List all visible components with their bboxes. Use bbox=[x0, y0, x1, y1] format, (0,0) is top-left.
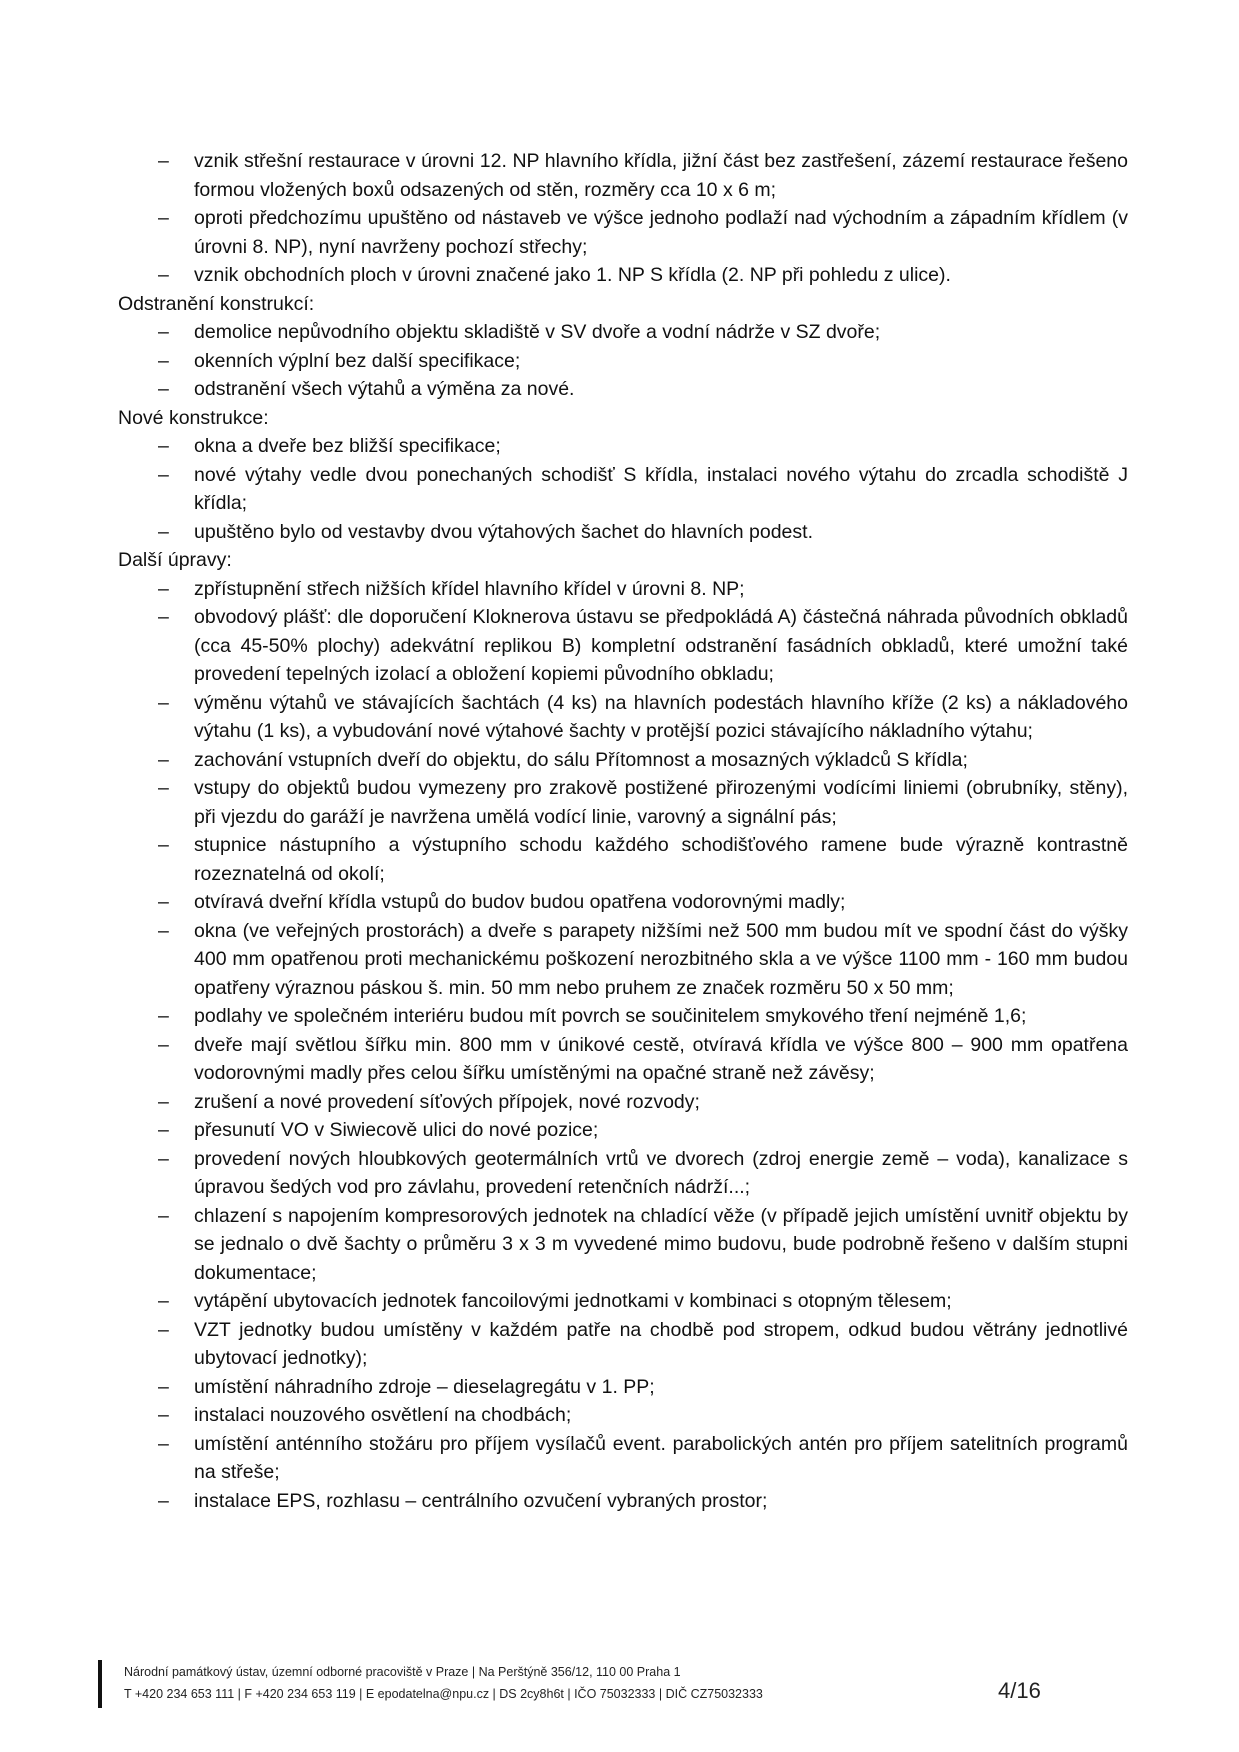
list-item: – stupnice nástupního a výstupního schodu každého schodišťového ramene bude výrazně kontrastně rozeznatelná od okolí; bbox=[118, 831, 1128, 888]
intro-list bbox=[118, 147, 1128, 290]
list-item: – VZT jednotky budou umístěny v každém patře na chodbě pod stropem, odkud budou větrány jednotlivé ubytovací jednotky); bbox=[118, 1316, 1128, 1373]
list-item: – umístění anténního stožáru pro příjem vysílačů event. parabolických antén pro příjem satelitních programů na střeše; bbox=[118, 1430, 1128, 1487]
list-item: – oproti předchozímu upuštěno od nástaveb ve výšce jednoho podlaží nad východním a západním křídlem (v úrovni 8. NP), nyní navrženy pochozí střechy; bbox=[118, 204, 1128, 261]
footer-contacts: T +420 234 653 111 | F +420 234 653 119 | E epodatelna@npu.cz | DS 2cy8h6t | IČO 75032333 | DIČ CZ75032333 bbox=[124, 1687, 763, 1701]
list-item: – nové výtahy vedle dvou ponechaných schodišť S křídla, instalaci nového výtahu do zrcadla schodiště J křídla; bbox=[118, 461, 1128, 518]
list-item: – chlazení s napojením kompresorových jednotek na chladící věže (v případě jejich umístění uvnitř objektu by se jednalo o dvě šachty o průměru 3 x 3 m vyvedené mimo budovu, bude podrobně řešeno v dalším stupni dokumentace; bbox=[118, 1202, 1128, 1288]
list-item: – zpřístupnění střech nižších křídel hlavního křídel v úrovni 8. NP; bbox=[118, 575, 1128, 604]
list-item: – přesunutí VO v Siwiecově ulici do nové pozice; bbox=[118, 1116, 1128, 1145]
list-item: – upuštěno bylo od vestavby dvou výtahových šachet do hlavních podest. bbox=[118, 518, 1128, 547]
list-item: – podlahy ve společném interiéru budou mít povrch se součinitelem smykového tření nejméně 1,6; bbox=[118, 1002, 1128, 1031]
list-item: – vznik obchodních ploch v úrovni značené jako 1. NP S křídla (2. NP při pohledu z ulice). bbox=[118, 261, 1128, 290]
list-item: – zachování vstupních dveří do objektu, do sálu Přítomnost a mosazných výkladců S křídla; bbox=[118, 746, 1128, 775]
footer-divider-bar bbox=[98, 1660, 102, 1708]
list-item: – instalace EPS, rozhlasu – centrálního ozvučení vybraných prostor; bbox=[118, 1487, 1128, 1516]
page-footer bbox=[98, 1660, 1138, 1720]
list-item: – obvodový plášť: dle doporučení Kloknerova ústavu se předpokládá A) částečná náhrada původních obkladů (cca 45-50% plochy) adekvátní replikou B) kompletní odstranění fasádních obkladů, které umožní také provedení tepelných izolací a obložení kopiemi původního obkladu; bbox=[118, 603, 1128, 689]
document-body bbox=[118, 147, 1128, 1515]
list-item: – umístění náhradního zdroje – dieselagregátu v 1. PP; bbox=[118, 1373, 1128, 1402]
list-item: – odstranění všech výtahů a výměna za nové. bbox=[118, 375, 1128, 404]
list-item: – instalaci nouzového osvětlení na chodbách; bbox=[118, 1401, 1128, 1430]
page-number: 4/16 bbox=[998, 1678, 1041, 1703]
footer-address: Národní památkový ústav, územní odborné pracoviště v Praze | Na Perštýně 356/12, 110 00 Praha 1 bbox=[124, 1665, 681, 1679]
list-item: – dveře mají světlou šířku min. 800 mm v únikové cestě, otvíravá křídla ve výšce 800 – 900 mm opatřena vodorovnými madly přes celou šířku umístěnými na opačné straně než závěsy; bbox=[118, 1031, 1128, 1088]
section-heading-other: Další úpravy: bbox=[118, 549, 232, 571]
list-item: – okenních výplní bez další specifikace; bbox=[118, 347, 1128, 376]
new-structures-list bbox=[118, 432, 1128, 546]
list-item: – otvíravá dveřní křídla vstupů do budov budou opatřena vodorovnými madly; bbox=[118, 888, 1128, 917]
list-item: – vytápění ubytovacích jednotek fancoilovými jednotkami v kombinaci s otopným tělesem; bbox=[118, 1287, 1128, 1316]
section-heading-removal: Odstranění konstrukcí: bbox=[118, 292, 315, 315]
list-item: – provedení nových hloubkových geotermálních vrtů ve dvorech (zdroj energie země – voda), kanalizace s úpravou šedých vod pro závlahu, provedení retenčních nádrží...; bbox=[118, 1145, 1128, 1202]
list-item: – demolice nepůvodního objektu skladiště v SV dvoře a vodní nádrže v SZ dvoře; bbox=[118, 318, 1128, 347]
list-item: – vstupy do objektů budou vymezeny pro zrakově postižené přirozenými vodícími liniemi (obrubníky, stěny), při vjezdu do garáží je navržena umělá vodící linie, varovný a signální pás; bbox=[118, 774, 1128, 831]
removal-list bbox=[118, 318, 1128, 404]
list-item: – vznik střešní restaurace v úrovni 12. NP hlavního křídla, jižní část bez zastřešení, zázemí restaurace řešeno formou vložených boxů odsazených od stěn, rozměry cca 10 x 6 m; bbox=[118, 147, 1128, 204]
other-list bbox=[118, 575, 1128, 1516]
list-item: – okna (ve veřejných prostorách) a dveře s parapety nižšími než 500 mm budou mít ve spodní část do výšky 400 mm opatřenou proti mechanickému poškození nerozbitného skla a ve výšce 1100 mm - 160 mm budou opatřeny výraznou páskou š. min. 50 mm nebo pruhem ze značek rozměru 50 x 50 mm; bbox=[118, 917, 1128, 1003]
list-item: – výměnu výtahů ve stávajících šachtách (4 ks) na hlavních podestách hlavního kříže (2 ks) a nákladového výtahu (1 ks), a vybudování nové výtahové šachty v protější pozici stávajícího nákladního výtahu; bbox=[118, 689, 1128, 746]
section-heading-new-structures: Nové konstrukce: bbox=[118, 406, 269, 429]
list-item: – okna a dveře bez bližší specifikace; bbox=[118, 432, 1128, 461]
list-item: – zrušení a nové provedení síťových přípojek, nové rozvody; bbox=[118, 1088, 1128, 1117]
